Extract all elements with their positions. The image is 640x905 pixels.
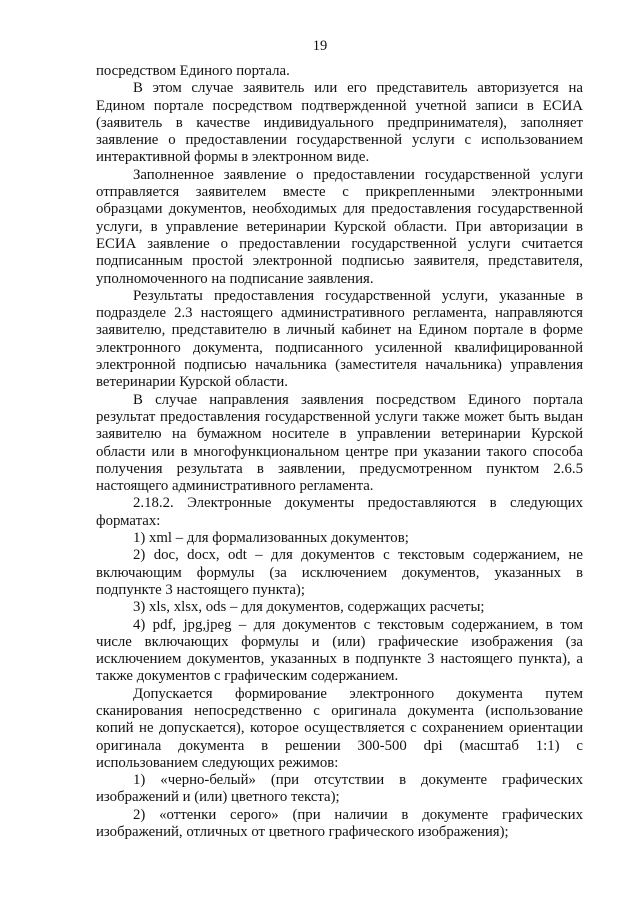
list-item-format-xls: 3) xls, xlsx, ods – для документов, содержащих расчеты; [133,599,485,616]
list-item-mode-bw: 1) «черно-белый» (при отсутствии в документе графических изображений и (или) цветного текста); [96,772,583,806]
paragraph-paper-result: В случае направления заявления посредством Единого портала результат предоставления государственной услуги также может быть выдан заявителю на бумажном носителе в управлении ветеринарии Курской области или в многофункциональном центре при указании такого способа получения результата в заявлении, предусмотренном пунктом 2.6.5 настоящего административного регламента. [96,391,583,495]
list-item-mode-grayscale: 2) «оттенки серого» (при наличии в документе графических изображений, отличных от цветного графического изображения); [96,806,583,841]
paragraph-continuation: посредством Единого портала. [96,63,290,79]
paragraph-submission: Заполненное заявление о предоставлении государственной услуги отправляется заявителем вместе с прикрепленными электронными образцами документов, необходимых для предоставления государственной услуги, в управление ветеринарии Курской области. При авторизации в ЕСИА заявление о предоставлении государственной услуги считается подписанным простой электронной подписью заявителя, представителя, уполномоченного на подписание заявления. [96,166,583,287]
list-item-format-doc: 2) doc, docx, odt – для документов с текстовым содержанием, не включающим формулы (за исключением документов, указанных в подпункте 3 настоящего пункта); [96,547,583,598]
list-item-format-xml: 1) xml – для формализованных документов; [133,530,409,547]
document-body [96,63,583,841]
paragraph-scanning: Допускается формирование электронного документа путем сканирования непосредственно с оригинала документа (использование копий не допускается), которое осуществляется с сохранением ориентации оригинала документа в решении 300-500 dpi (масштаб 1:1) с использованием следующих режимов: [96,685,583,771]
page-number: 19 [312,38,328,54]
list-item-format-pdf: 4) pdf, jpg,jpeg – для документов с текстовым содержанием, в том числе включающих формулы и (или) графические изображения (за исключением документов, указанных в подпункте 3 настоящего пункта), а также документов с графическим содержанием. [96,616,583,685]
paragraph-results: Результаты предоставления государственной услуги, указанные в подразделе 2.3 настоящего административного регламента, направляются заявителю, представителю в личный кабинет на Едином портале в форме электронного документа, подписанного усиленной квалифицированной электронной подписью начальника (заместителя начальника) управления ветеринарии Курской области. [96,287,583,391]
paragraph-formats-heading: 2.18.2. Электронные документы предоставляются в следующих форматах: [96,495,583,529]
paragraph-authorization: В этом случае заявитель или его представитель авторизуется на Едином портале посредством подтвержденной учетной записи в ЕСИА (заявитель в качестве индивидуального предпринимателя), заполняет заявление о предоставлении государственной услуги с использованием интерактивной формы в электронном виде. [96,80,583,166]
